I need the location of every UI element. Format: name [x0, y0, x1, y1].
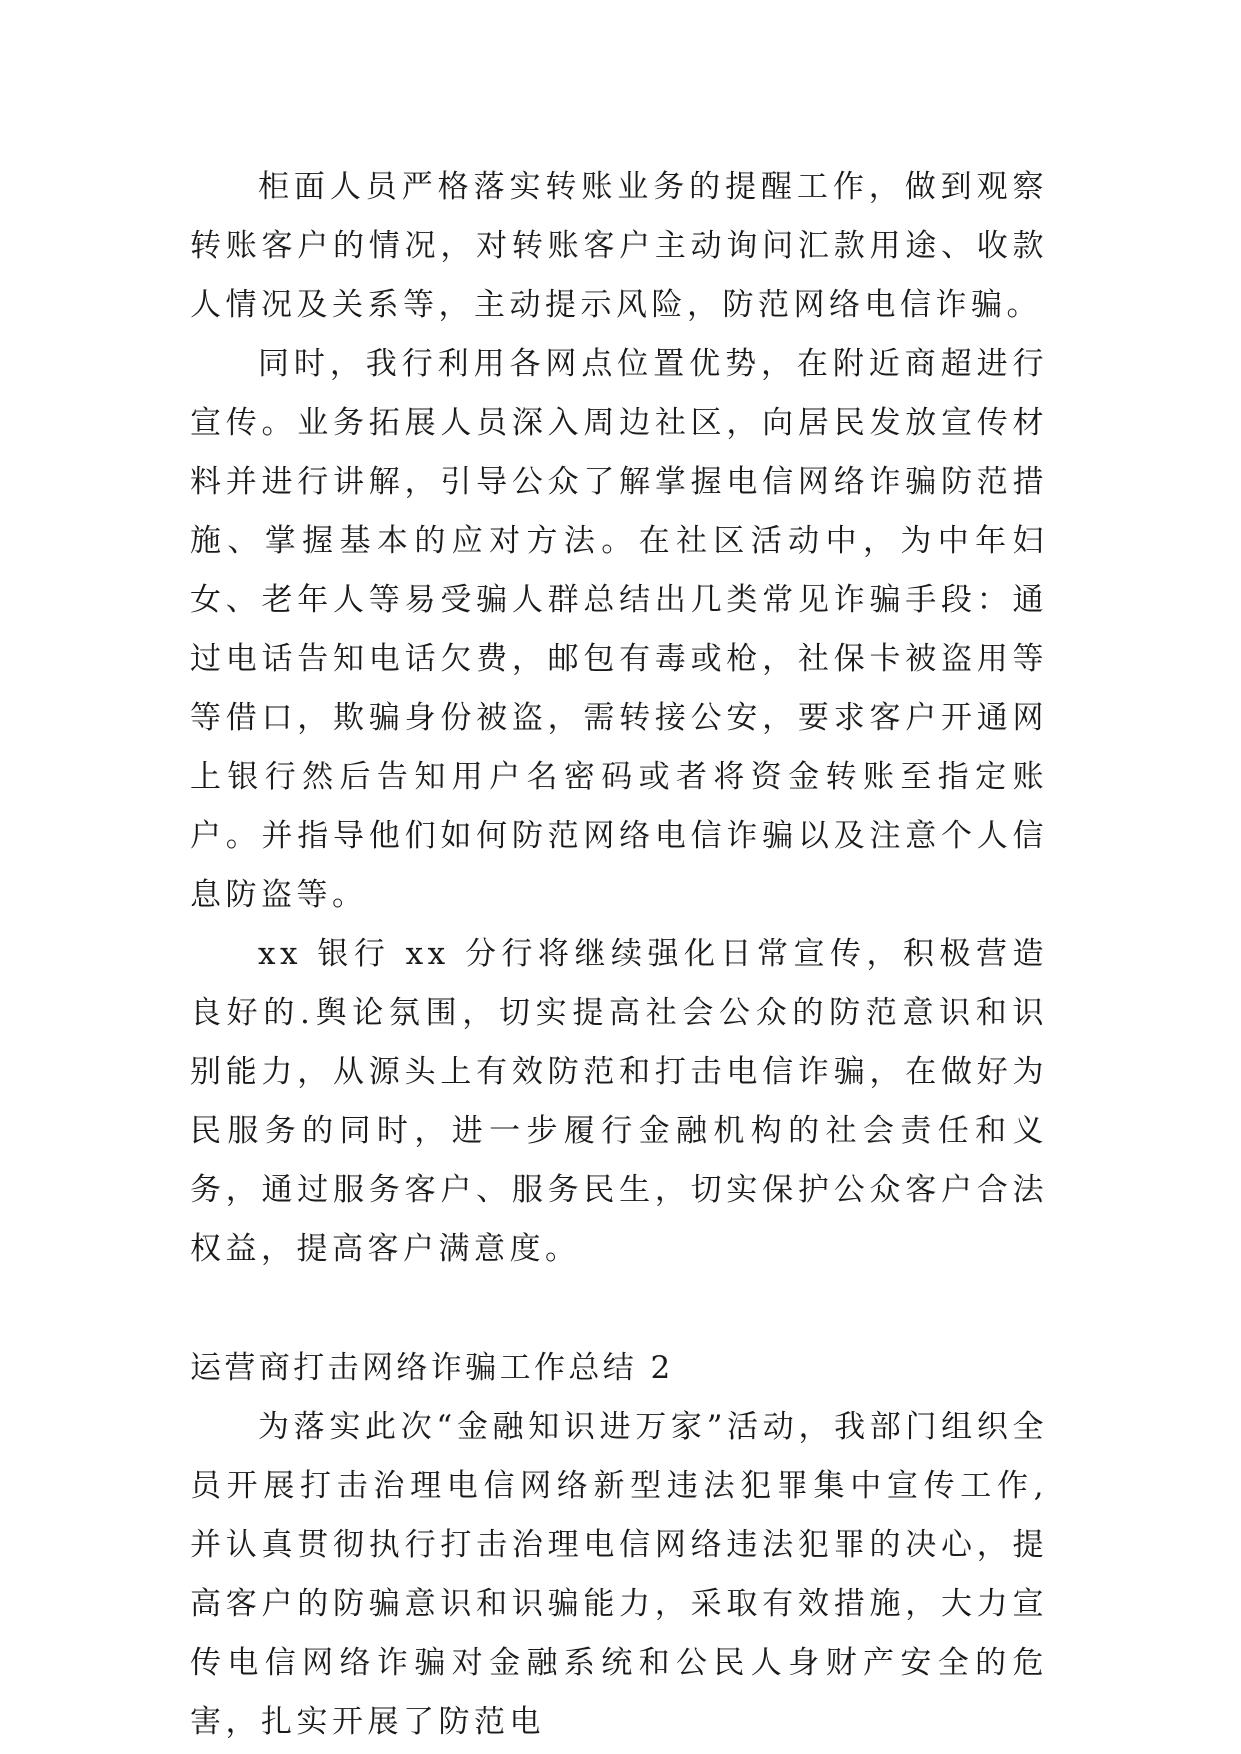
paragraph-branch-commitment: xx 银行 xx 分行将继续强化日常宣传，积极营造良好的.舆论氛围，切实提高社会公众的防范意识和识别能力，从源头上有效防范和打击电信诈骗，在做好为民服务的同时，进一步履行金融机构的社会责任和义务，通过服务客户、服务民生，切实保护公众客户合法权益，提高客户满意度。 [190, 936, 1048, 1267]
paragraph-community-outreach: 同时，我行利用各网点位置优势，在附近商超进行宣传。业务拓展人员深入周边社区，向居民发放宣传材料并进行讲解，引导公众了解掌握电信网络诈骗防范措施、掌握基本的应对方法。在社区活动中，为中年妇女、老年人等易受骗人群总结出几类常见诈骗手段：通过电话告知电话欠费，邮包有毒或枪，社保卡被盗用等等借口，欺骗身份被盗，需转接公安，要求客户开通网上银行然后告知用户名密码或者将资金转账至指定账户。并指导他们如何防范网络电信诈骗以及注意个人信息防盗等。 [190, 346, 1048, 913]
section-heading: 运营商打击网络诈骗工作总结 2 [190, 1350, 674, 1386]
paragraph-counter-staff: 柜面人员严格落实转账业务的提醒工作，做到观察转账客户的情况，对转账客户主动询问汇款用途、收款人情况及关系等，主动提示风险，防范网络电信诈骗。 [190, 169, 1048, 323]
paragraph-finance-campaign: 为落实此次“金融知识进万家”活动，我部门组织全员开展打击治理电信网络新型违法犯罪集中宣传工作,并认真贯彻执行打击治理电信网络违法犯罪的决心，提高客户的防骗意识和识骗能力，采取有效措施，大力宣传电信网络诈骗对金融系统和公民人身财产安全的危害，扎实开展了防范电 [190, 1409, 1048, 1740]
document-body [190, 158, 1048, 1752]
